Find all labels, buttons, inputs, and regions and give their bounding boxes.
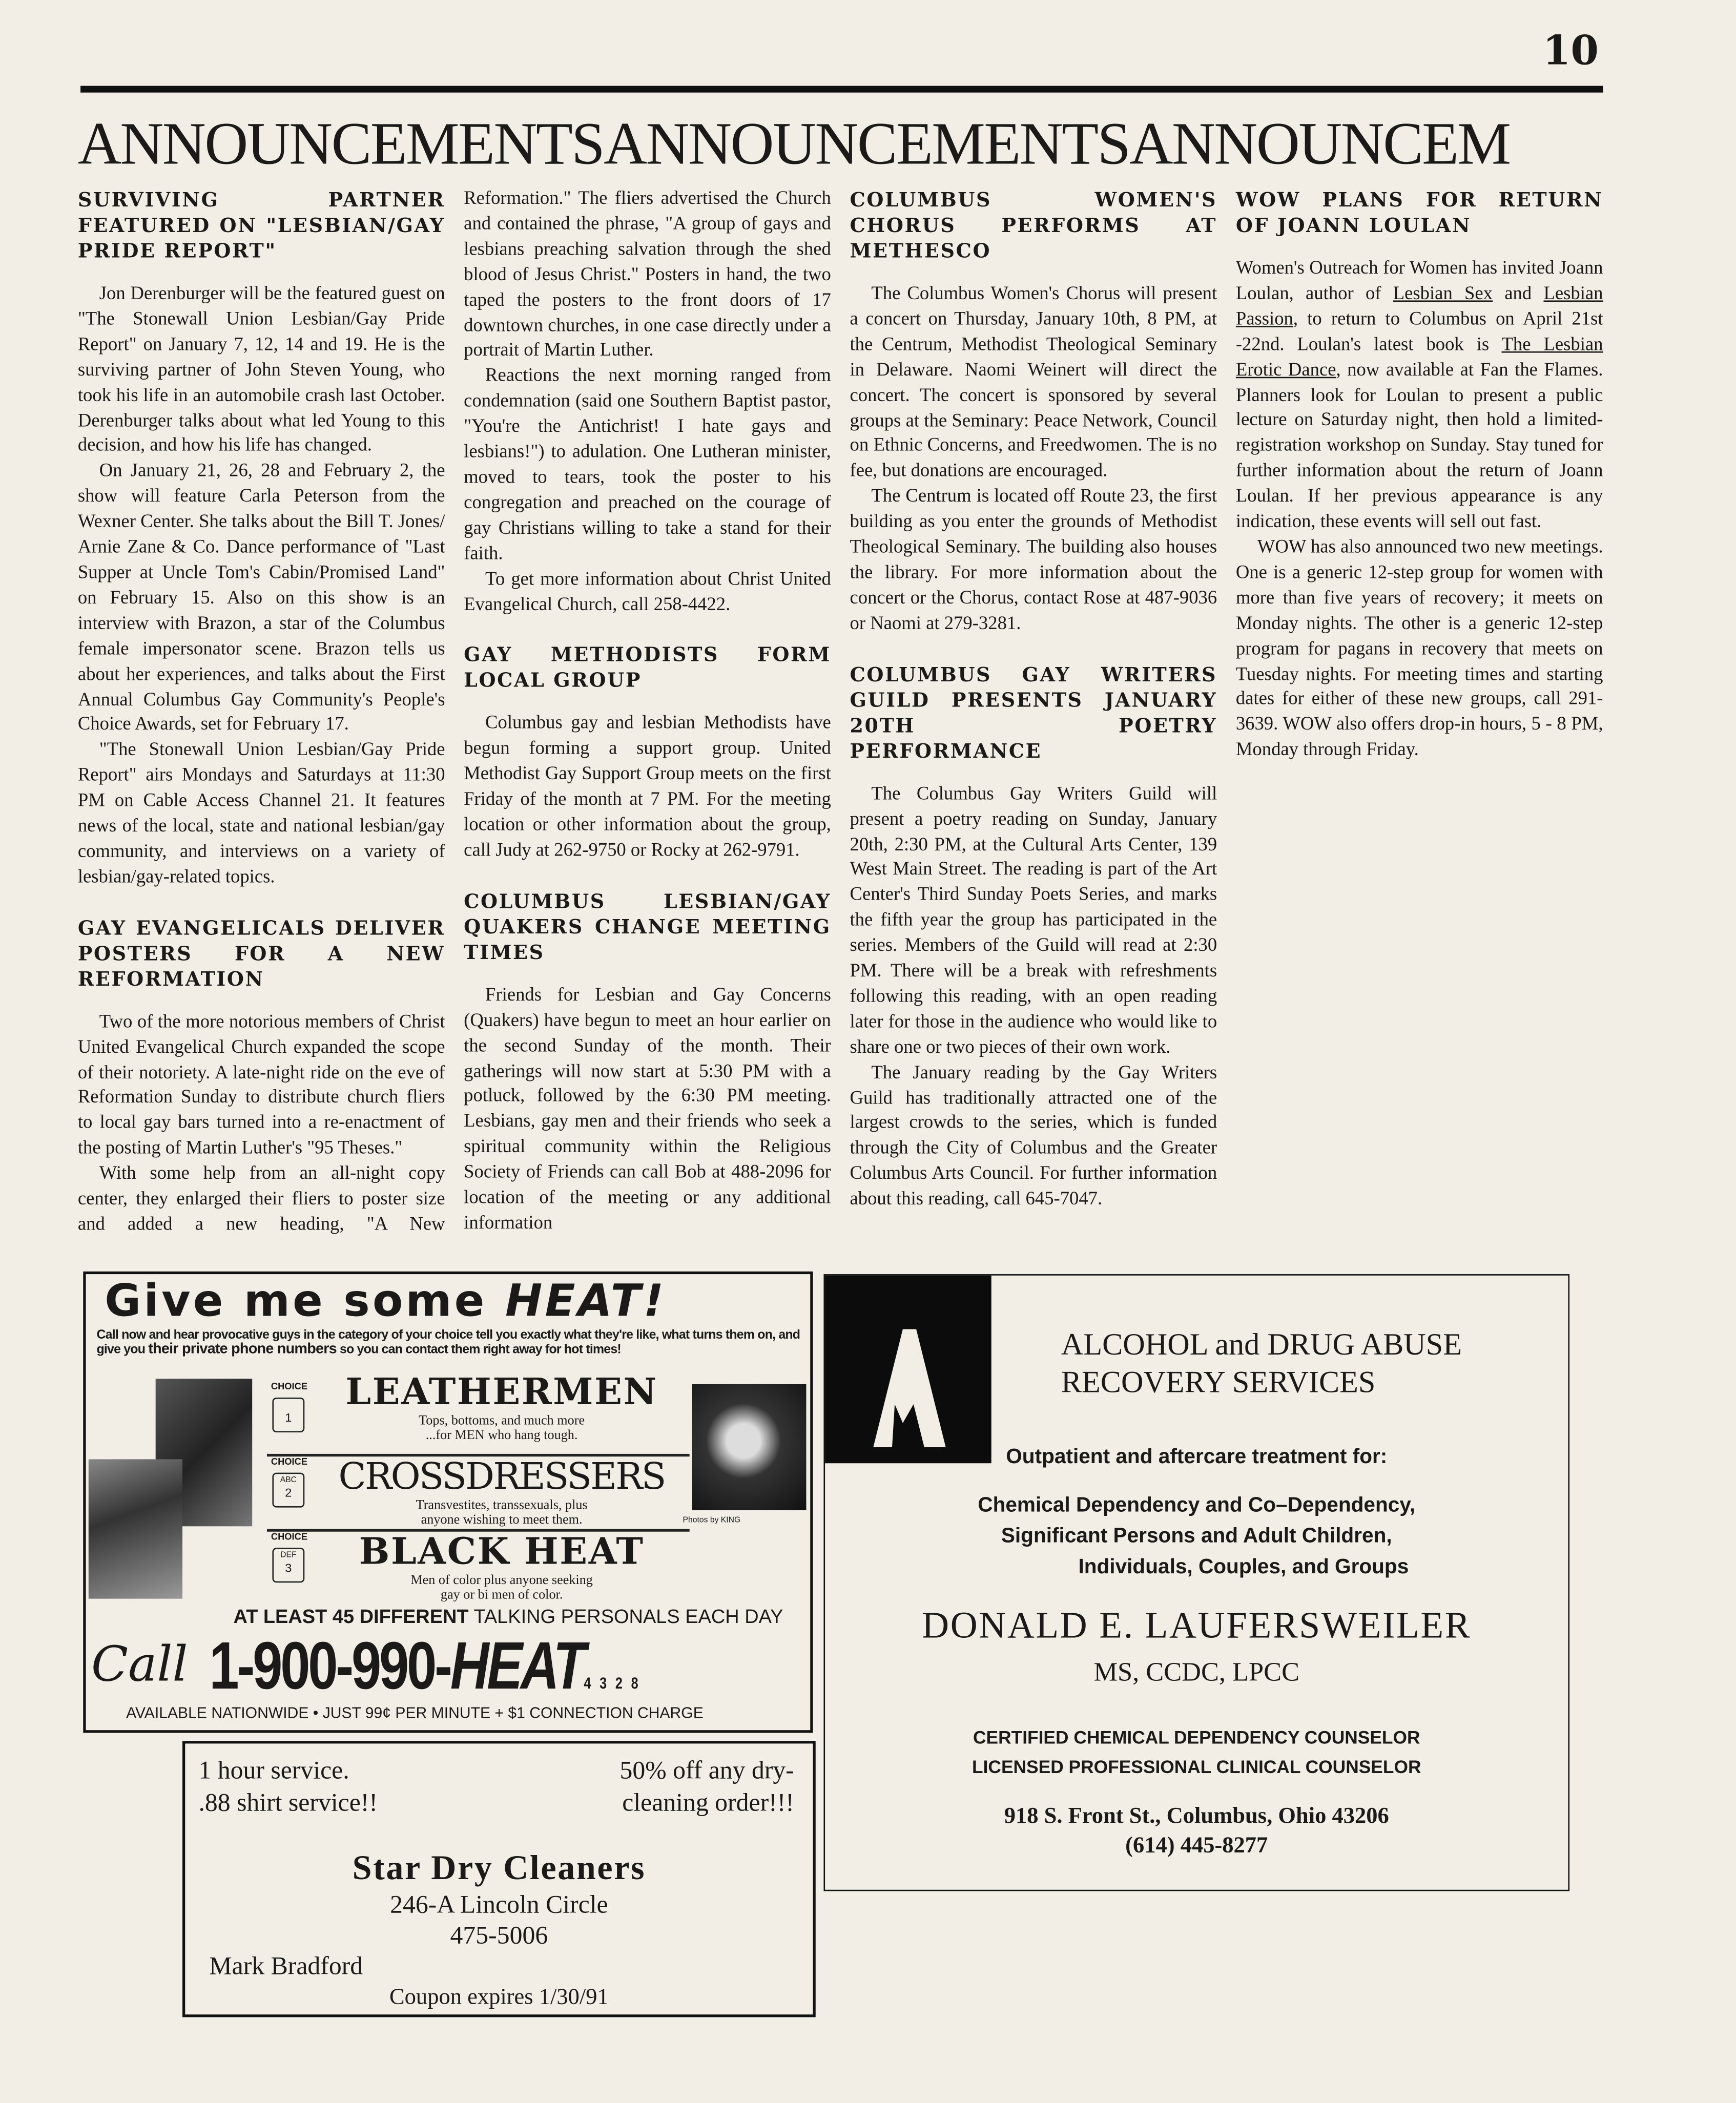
photo-credit: Photos by KING [683, 1516, 741, 1525]
article-writers-guild [850, 662, 1217, 1214]
headline: GAY EVANGELICALS DELIVER POSTERS FOR A NEW REFORMATION [77, 917, 445, 991]
paragraph: Two of the more notorious members of Christ United Evangelical Church expanded the scope of their notoriety. A late-night ride on the eve of Reformation Sunday to distribute church fliers to local gay bars turned into a re-enactment of the posting of Martin Luther's "95 Theses." [77, 1012, 445, 1159]
ad-intro: Call now and hear provocative guys in the category of your choice tell you exactly what they're like, what turns them on, and give you their private phone numbers so you can contact them right away for hot times! [96, 1327, 800, 1358]
photo-woman [692, 1384, 807, 1510]
paragraph: To get more information about Christ United Evangelical Church, call 258-4422. [464, 569, 831, 615]
offer-text: cleaning order!!! [622, 1789, 794, 1818]
paragraph: With some help from an all-night copy center, they enlarged their fliers to poster size and added a new heading, "A New Reformation." The fliers advertised the Church and contained the phrase, "A group of gays and lesbians preaching salvation through the shed blood of Jesus Christ." Posters in hand, the two taped the posters to the front doors of 17 downtown churches, in one case directly under a portrait of Martin Luther. [77, 189, 831, 1236]
paragraph: The Centrum is located off Route 23, the first building as you enter the grounds of Methodist Theological Seminary. The building also houses the library. For more information about the concert or the Chorus, contact Rose at 487-9036 or Naomi at 279-3281. [850, 487, 1217, 634]
keypad-key-3: DEF 3 [272, 1548, 304, 1583]
paragraph: Columbus gay and lesbian Methodists have begun forming a support group. United Methodist Gay Support Group meets on the first Friday of the month at 7 PM. For the meeting location or other information about the group, call Judy at 262-9750 or Rocky at 262-9791. [464, 714, 831, 861]
paragraph: Jon Derenburger will be the featured guest on "The Stonewall Union Lesbian/Gay Pride Report" on January 7, 12, 14 and 19. He is the surviving partner of John Steven Young, who took his life in an automobile crash last October. Derenburger talks about what led Young to this decision, and how his life has changed. [77, 284, 445, 457]
heat-phone-ad [83, 1272, 813, 1733]
headline: COLUMBUS WOMEN'S CHORUS PERFORMS AT METHESCO [850, 189, 1217, 263]
certifications: CERTIFIED CHEMICAL DEPENDENCY COUNSELOR LICENSED PROFESSIONAL CLINICAL COUNSELOR [972, 1727, 1421, 1777]
headline: GAY METHODISTS FORM LOCAL GROUP [464, 644, 831, 693]
ad-subtitle: Outpatient and aftercare treatment for: [1006, 1446, 1388, 1469]
offer-text: .88 shirt service!! [198, 1789, 378, 1818]
paragraph: Friends for Lesbian and Gay Concerns (Quakers) have begun to meet an hour earlier on the second Sunday of the month. Their gatherings will now start at 5:30 PM with a potluck, followed by the 6:30 PM meeting. Lesbians, gay men and their friends who seek a spiritual community within the Religious Society of Friends can call Bob at 488-2096 for location of the meeting or any additional information [464, 985, 831, 1234]
choice-label: CHOICE [271, 1533, 308, 1543]
headline: SURVIVING PARTNER FEATURED ON "LESBIAN/GAY PRIDE REPORT" [77, 189, 445, 263]
paragraph [1236, 258, 1603, 536]
business-name: Star Dry Cleaners [352, 1848, 646, 1887]
a-logo [825, 1276, 991, 1464]
category-crossdressers: CROSSDRESSERS Transvestites, transsexuals, plus anyone wishing to meet them. [338, 1456, 665, 1528]
page-number: 10 [1542, 28, 1599, 75]
article-surviving-partner [78, 188, 445, 892]
book-title: Lesbian Passion [1235, 284, 1603, 330]
text: and [1493, 284, 1544, 305]
photo-man-2 [89, 1459, 182, 1598]
coupon-expiry: Coupon expires 1/30/91 [389, 1984, 609, 2009]
article-columns [78, 188, 1603, 1261]
paragraph: The January reading by the Gay Writers Guild has traditionally attracted one of the largest crowds to the series, which is funded through the City of Columbus and the Greater Columbus Arts Council. For further information about this reading, call 645-7047. [850, 1063, 1217, 1210]
paragraph: On January 21, 26, 28 and February 2, the show will feature Carla Peterson from the Wexner Center. She talks about the Bill T. Jones/ Arnie Zane & Co. Dance performance of "Last Supper at Uncle Tom's Cabin/Promised Land" on February 15. Also on this show is an interview with Brazon, a star of the Columbus female impersonator scene. Brazon tells us about her experiences, and talks about the First Annual Columbus Gay Community's People's Choice Awards, set for February 17. [77, 462, 445, 736]
book-title: Lesbian Sex [1393, 284, 1493, 305]
contact-info: 918 S. Front St., Columbus, Ohio 43206 (614) 445-8277 [1004, 1802, 1389, 1858]
a-logo-icon [825, 1276, 991, 1464]
ad-tagline: AT LEAST 45 DIFFERENT TALKING PERSONALS EACH DAY [233, 1607, 783, 1629]
choice-label: CHOICE [271, 1457, 308, 1468]
headline: WOW PLANS FOR RETURN OF JOANN LOULAN [1235, 189, 1603, 238]
services-list: Chemical Dependency and Co–Dependency, Significant Persons and Adult Children, Individuals, Couples, and Groups [978, 1494, 1416, 1579]
divider [267, 1454, 690, 1456]
paragraph: "The Stonewall Union Lesbian/Gay Pride Report" airs Mondays and Saturdays at 11:30 PM on Cable Access Channel 21. It features news of the local, state and national lesbian/gay community, and interviews on a variety of lesbian/gay-related topics. [77, 740, 445, 888]
article-quakers [464, 889, 831, 1238]
star-dry-cleaners-coupon [182, 1741, 816, 2017]
article-gay-methodists [464, 643, 831, 865]
choice-label: CHOICE [271, 1383, 308, 1392]
address: 246-A Lincoln Circle [390, 1891, 608, 1920]
recovery-services-ad [823, 1274, 1569, 1891]
category-black-heat: BLACK HEAT Men of color plus anyone seeking gay or bi men of color. [359, 1531, 645, 1603]
paragraph: Reactions the next morning ranged from condemnation (said one Southern Baptist pastor, "You're the Antichrist! I hate gays and lesbians!") to adulation. One Lutheran minister, moved to tears, took the poster to his congregation and preached on the courage of gay Christians willing to take a stand for their faith. [464, 366, 831, 565]
book-title: The Lesbian Erotic Dance [1235, 335, 1603, 381]
headline: COLUMBUS LESBIAN/GAY QUAKERS CHANGE MEETING TIMES [464, 890, 831, 964]
call-script: Call [91, 1637, 188, 1693]
credentials: MS, CCDC, LPCC [1093, 1657, 1300, 1688]
ad-title: Give me some HEAT! [105, 1274, 667, 1327]
article-womens-chorus [850, 188, 1217, 638]
headline: COLUMBUS GAY WRITERS GUILD PRESENTS JANUARY 20TH POETRY PERFORMANCE [850, 663, 1217, 763]
contact-name: Mark Bradford [209, 1952, 363, 1981]
ad-footer: AVAILABLE NATIONWIDE • JUST 99¢ PER MINUTE + $1 CONNECTION CHARGE [126, 1706, 704, 1722]
counselor-name: DONALD E. LAUFERSWEILER [922, 1605, 1472, 1647]
phone: 475-5006 [450, 1922, 548, 1950]
article-wow-loulan [1236, 188, 1603, 765]
top-rule [80, 86, 1603, 93]
keypad-key-1: 1 [272, 1398, 304, 1432]
section-banner: ANNOUNCEMENTSANNOUNCEMENTSANNOUNCEM [77, 110, 1510, 177]
phone-number: 1-900-990-HEAT4328 [209, 1628, 647, 1703]
text: , to return to Columbus on April 21st -22nd. Loulan's latest book is [1235, 309, 1603, 356]
divider [267, 1529, 690, 1531]
category-leathermen: LEATHERMEN Tops, bottoms, and much more ...for MEN who hang tough. [345, 1372, 658, 1443]
paragraph: WOW has also announced two new meetings. One is a generic 12-step group for women with more than five years of recovery; it meets on Monday nights. The other is a generic 12-step program for pagans in recovery that meets on Tuesday nights. For meeting times and starting dates for either of these new groups, call 291-3639. WOW also offers drop-in hours, 5 - 8 PM, Monday through Friday. [1235, 537, 1603, 761]
text: Women's Outreach for Women has invited Joann Loulan, author of [1235, 259, 1603, 305]
keypad-key-2: ABC 2 [272, 1473, 304, 1508]
paragraph: The Columbus Gay Writers Guild will present a poetry reading on Sunday, January 20th, 2:30 PM, at the Cultural Arts Center, 139 West Main Street. The reading is part of the Art Center's Third Sunday Poets Series, and marks the fifth year the group has participated in the series. Members of the Guild will read at 2:30 PM. There will be a break with refreshments following this reading, with an open reading later for those in the audience who would like to share one or two pieces of their own work. [850, 784, 1217, 1058]
paragraph: The Columbus Women's Chorus will present a concert on Thursday, January 10th, 8 PM, at the Centrum, Methodist Theological Seminary in Delaware. Naomi Weinert will direct the concert. The concert is sponsored by several groups at the Seminary: Peace Network, Council on Ethnic Concerns, and Freedwomen. The is no fee, but donations are encouraged. [850, 284, 1217, 482]
offer-text: 1 hour service. [198, 1757, 349, 1785]
ad-title: ALCOHOL and DRUG ABUSE RECOVERY SERVICES [1061, 1327, 1462, 1399]
text: , now available at Fan the Flames. Planners look for Loulan to present a public lecture on Saturday night, then hold a limited-registration workshop on Sunday. Stay tuned for further information about the return of Joann Loulan. If her previous appearance is any indication, these events will sell out fast. [1235, 360, 1603, 533]
offer-text: 50% off any dry- [619, 1757, 794, 1785]
